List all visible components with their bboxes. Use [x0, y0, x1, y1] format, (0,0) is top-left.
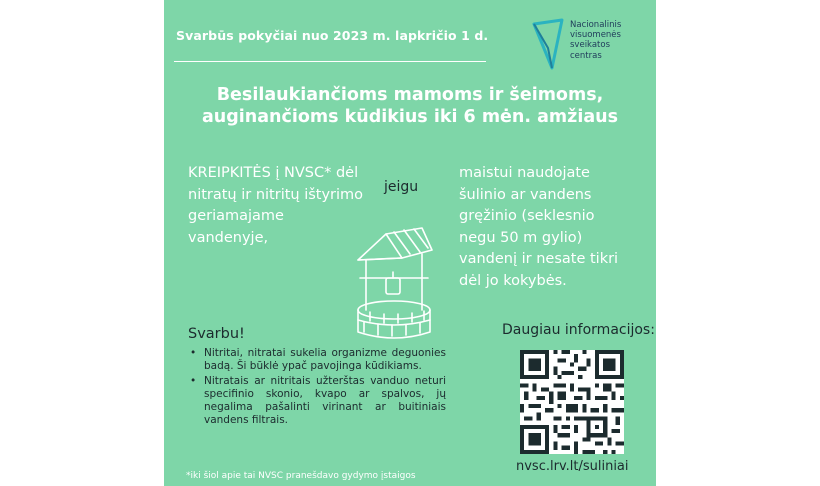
- nvsc-logo-icon: [530, 18, 566, 72]
- header-divider: [174, 61, 486, 62]
- logo-line-4: centras: [570, 50, 602, 61]
- condition-line-4: negu 50 m gylio): [459, 229, 583, 246]
- footnote: *iki šiol apie tai NVSC pranešdavo gydymo įstaigos: [186, 471, 416, 481]
- condition-line-5: vandenį ir nesate tikri: [459, 251, 619, 267]
- condition-line-2: šulinio ar vandens: [459, 186, 592, 203]
- more-info-link[interactable]: nvsc.lrv.lt/suliniai: [516, 459, 629, 474]
- contact-line-4: vandenyje,: [188, 229, 269, 246]
- condition-line-1: maistui naudojate: [459, 165, 590, 181]
- main-title-line-2: auginančioms kūdikius iki 6 mėn. amžiaus: [201, 107, 619, 127]
- important-item-1: • Nitritai, nitratai sukelia organizme deguonies badą. Ši būklė ypač pavojinga kūdikiams.: [184, 347, 446, 373]
- qr-code-icon[interactable]: [520, 350, 624, 454]
- main-title-line-1: Besilaukiančioms mamoms ir šeimoms,: [216, 85, 604, 105]
- logo-line-3: sveikatos: [570, 40, 610, 51]
- contact-line-1: KREIPKITĖS į NVSC* dėl: [188, 165, 359, 181]
- important-item-2: • Nitratais ar nitritais užterštas vanduo neturi specifinio skonio, kvapo ar spalvos, jų negalima pašalinti virinant ar buitiniais vandens filtrais.: [184, 375, 446, 427]
- contact-line-2: nitratų ir nitritų ištyrimo: [188, 186, 364, 203]
- condition-line-6: dėl jo kokybės.: [459, 272, 567, 289]
- important-list: [184, 347, 446, 429]
- more-info-label: Daugiau informacijos:: [502, 322, 655, 338]
- logo-text: [570, 20, 621, 61]
- water-well-icon: [340, 220, 440, 340]
- nvsc-logo: [530, 18, 650, 72]
- important-title: Svarbu!: [188, 326, 245, 342]
- main-title: [184, 84, 636, 128]
- logo-line-2: visuomenės: [570, 30, 621, 41]
- condition-word: jeigu: [384, 179, 419, 195]
- condition-line-3: gręžinio (seklesnio: [459, 208, 595, 224]
- header-title: Svarbūs pokyčiai nuo 2023 m. lapkričio 1 d.: [176, 28, 489, 43]
- condition-text: [459, 163, 644, 292]
- logo-line-1: Nacionalinis: [570, 20, 622, 30]
- poster: [164, 0, 656, 486]
- contact-line-3: geriamajame: [188, 208, 284, 224]
